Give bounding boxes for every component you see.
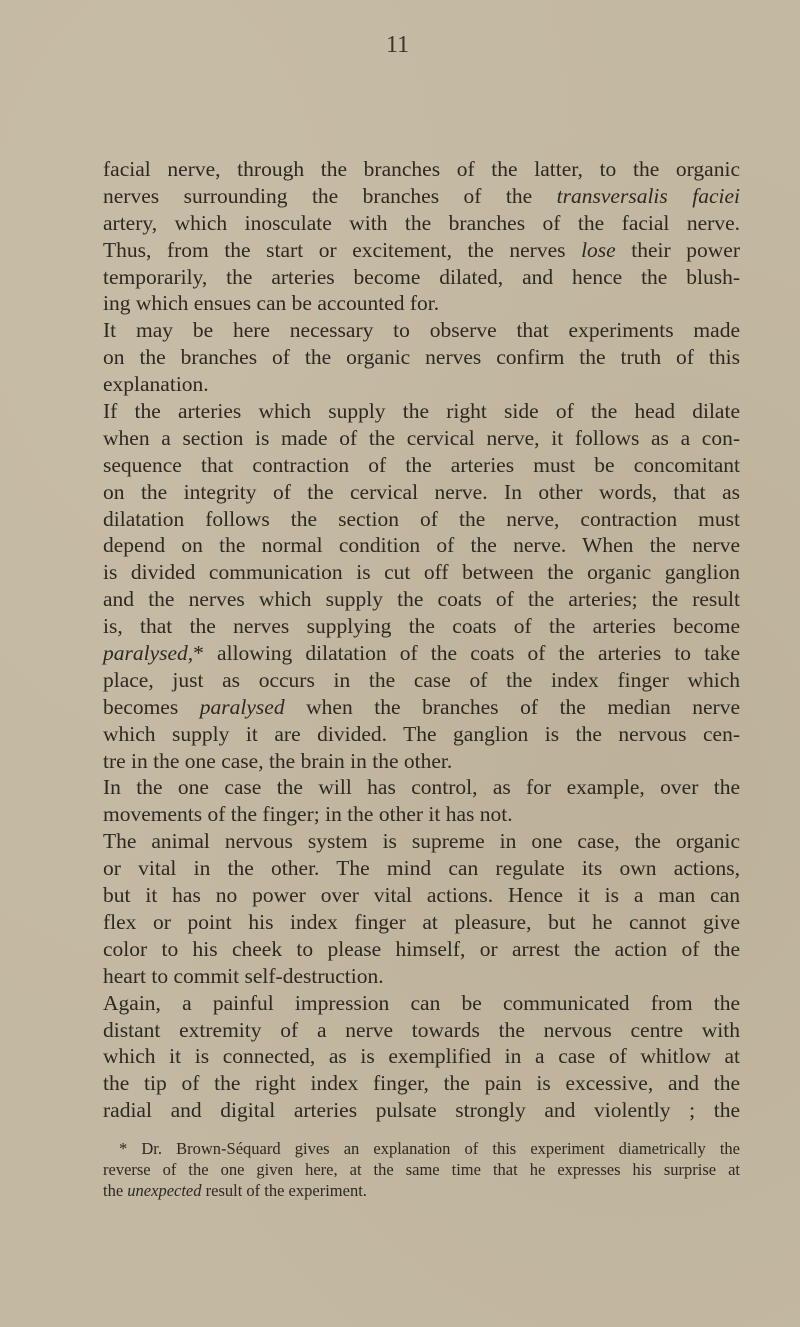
- text-line: [103, 855, 740, 882]
- text-segment: Thus, from the start or excitement, the nerves: [103, 237, 582, 262]
- text-line: [103, 452, 740, 479]
- text-segment: sequence that contraction of the arteries must be concomitant: [103, 452, 740, 477]
- text-line: [103, 237, 740, 264]
- text-line: [103, 559, 740, 586]
- text-line: [103, 963, 740, 990]
- footnote-line: [103, 1138, 740, 1159]
- text-segment: The animal nervous system is supreme in one case, the organic: [103, 829, 740, 854]
- text-segment: on the branches of the organic nerves confirm the truth of this: [103, 345, 740, 370]
- text-line: [103, 909, 740, 936]
- italic-text: paralysed,: [103, 641, 194, 666]
- text-segment: becomes: [103, 694, 200, 719]
- footnote: [103, 1138, 740, 1201]
- text-segment: dilatation follows the section of the nerve, contraction must: [103, 506, 740, 531]
- text-segment: depend on the normal condition of the nerve. When the nerve: [103, 533, 740, 558]
- text-segment: It may be here necessary to observe that experiments made: [103, 318, 740, 343]
- text-line: [103, 398, 740, 425]
- text-segment: the tip of the right index finger, the pain is excessive, and the: [103, 1071, 740, 1096]
- body-text: [103, 156, 740, 1124]
- text-line: [103, 532, 740, 559]
- text-segment: tre in the one case, the brain in the other.: [103, 748, 453, 773]
- text-segment: their power: [615, 237, 740, 262]
- text-segment: * allowing dilatation of the coats of the arteries to take: [193, 641, 740, 666]
- text-line: [103, 1097, 740, 1124]
- text-segment: distant extremity of a nerve towards the nervous centre with: [103, 1017, 740, 1042]
- text-line: [103, 801, 740, 828]
- text-line: [103, 882, 740, 909]
- text-line: [103, 156, 740, 183]
- text-line: [103, 774, 740, 801]
- text-segment: If the arteries which supply the right side of the head dilate: [103, 399, 740, 424]
- text-line: [103, 828, 740, 855]
- text-line: [103, 425, 740, 452]
- text-segment: is, that the nerves supplying the coats of the arteries become: [103, 614, 740, 639]
- text-segment: temporarily, the arteries become dilated, and hence the blush-: [103, 264, 740, 289]
- text-segment: is divided communication is cut off between the organic ganglion: [103, 560, 740, 585]
- text-line: [103, 694, 740, 721]
- text-line: [103, 479, 740, 506]
- italic-text: transversalis faciei: [556, 183, 740, 208]
- text-segment: or vital in the other. The mind can regulate its own actions,: [103, 856, 740, 881]
- text-segment: movements of the finger; in the other it has not.: [103, 802, 513, 827]
- text-line: [103, 748, 740, 775]
- text-line: [103, 264, 740, 291]
- text-line: [103, 640, 740, 667]
- page-number: 11: [386, 32, 410, 58]
- text-segment: and the nerves which supply the coats of the arteries; the result: [103, 587, 740, 612]
- text-segment: Again, a painful impression can be communicated from the: [103, 990, 740, 1015]
- text-line: [103, 586, 740, 613]
- text-segment: which supply it are divided. The ganglion is the nervous cen-: [103, 721, 740, 746]
- text-segment: the: [103, 1181, 128, 1200]
- text-line: [103, 721, 740, 748]
- text-line: [103, 183, 740, 210]
- text-segment: which it is connected, as is exemplified in a case of whitlow at: [103, 1044, 740, 1069]
- text-segment: when the branches of the median nerve: [284, 694, 741, 719]
- italic-text: lose: [581, 237, 616, 262]
- text-segment: flex or point his index finger at pleasure, but he cannot give: [103, 909, 740, 934]
- text-line: [103, 371, 740, 398]
- text-segment: result of the experiment.: [201, 1181, 367, 1200]
- text-segment: * Dr. Brown-Séquard gives an explanation of this experiment diametrically the: [119, 1139, 740, 1158]
- text-segment: nerves surrounding the branches of the: [103, 183, 557, 208]
- text-segment: but it has no power over vital actions. Hence it is a man can: [103, 883, 740, 908]
- text-segment: ing which ensues can be accounted for.: [103, 291, 440, 316]
- footnote-line: [103, 1180, 740, 1201]
- text-segment: artery, which inosculate with the branches of the facial nerve.: [103, 210, 740, 235]
- text-segment: on the integrity of the cervical nerve. In other words, that as: [103, 479, 740, 504]
- text-line: [103, 1043, 740, 1070]
- text-line: [103, 1017, 740, 1044]
- text-segment: explanation.: [103, 372, 209, 397]
- text-segment: color to his cheek to please himself, or arrest the action of the: [103, 936, 740, 961]
- text-segment: place, just as occurs in the case of the index finger which: [103, 667, 740, 692]
- text-line: [103, 317, 740, 344]
- text-line: [103, 290, 740, 317]
- text-segment: reverse of the one given here, at the same time that he expresses his surprise at: [103, 1160, 740, 1179]
- text-line: [103, 344, 740, 371]
- text-segment: radial and digital arteries pulsate strongly and violently ; the: [103, 1098, 740, 1123]
- footnote-line: [103, 1159, 740, 1180]
- text-segment: heart to commit self-destruction.: [103, 963, 384, 988]
- text-line: [103, 210, 740, 237]
- text-line: [103, 667, 740, 694]
- text-line: [103, 613, 740, 640]
- italic-text: paralysed: [199, 694, 285, 719]
- text-segment: facial nerve, through the branches of the latter, to the organic: [103, 157, 740, 181]
- text-segment: In the one case the will has control, as for example, over the: [103, 775, 740, 800]
- italic-text: unexpected: [127, 1181, 202, 1200]
- text-line: [103, 506, 740, 533]
- text-line: [103, 936, 740, 963]
- text-line: [103, 990, 740, 1017]
- text-line: [103, 1070, 740, 1097]
- text-segment: when a section is made of the cervical nerve, it follows as a con-: [103, 425, 740, 450]
